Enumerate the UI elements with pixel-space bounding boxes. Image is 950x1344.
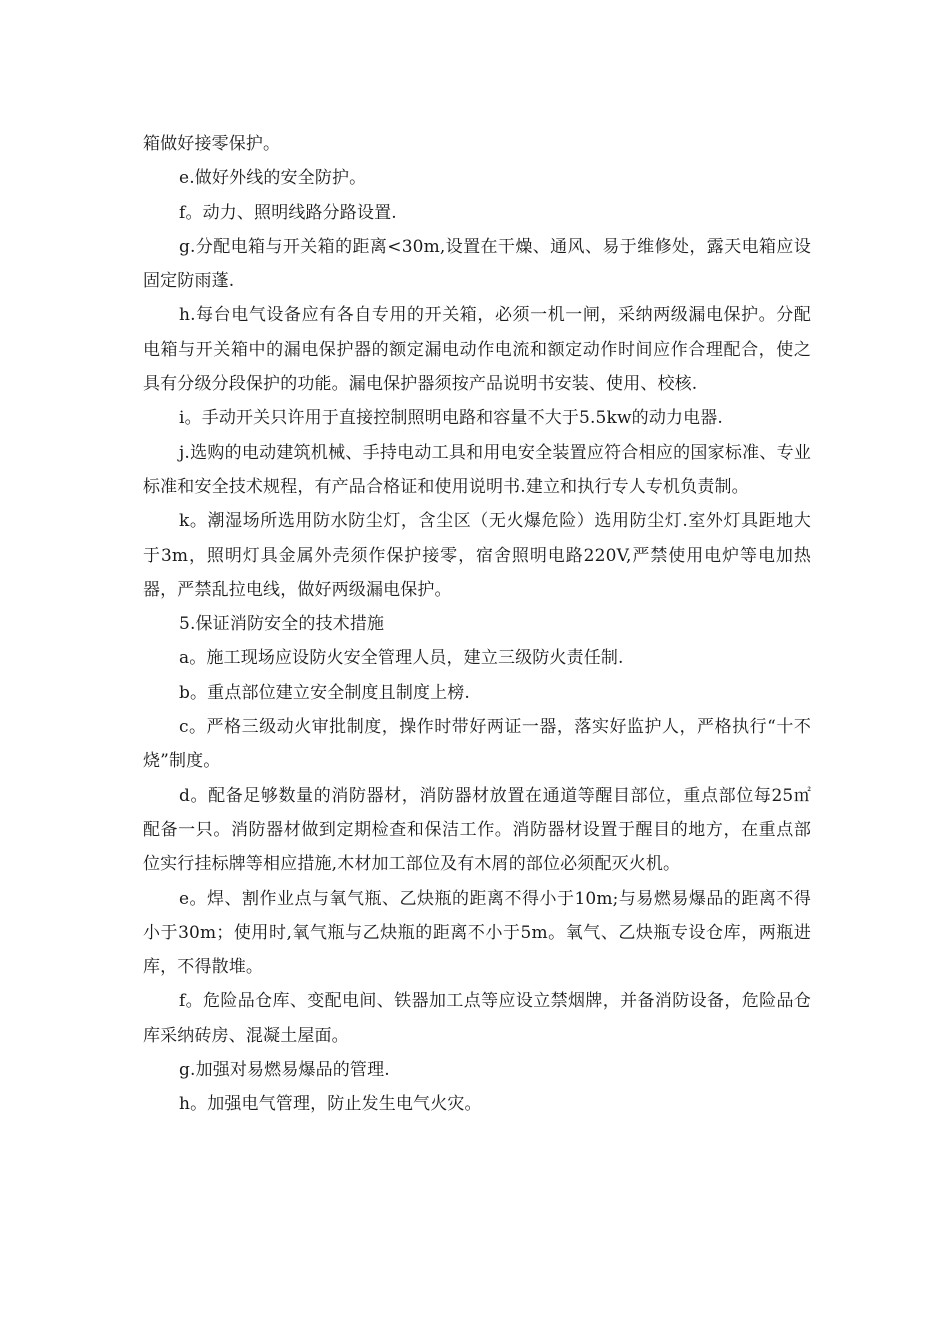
paragraph-g-distribution-box: g.分配电箱与开关箱的距离<30m,设置在干燥、通风、易于维修处，露天电箱应设固定防雨蓬. bbox=[143, 236, 811, 292]
paragraph-j-equipment-purchase: j.选购的电动建筑机械、手持电动工具和用电安全装置应符合相应的国家标准、专业标准和安全技术规程，有产品合格证和使用说明书.建立和执行专人专机负责制。 bbox=[143, 442, 811, 497]
paragraph-b-key-areas: b。重点部位建立安全制度且制度上榜. bbox=[179, 682, 470, 703]
paragraph-k-lighting: k。潮湿场所选用防水防尘灯，含尘区（无火爆危险）选用防尘灯.室外灯具距地大于3m，照明灯具金属外壳须作保护接零，宿舍照明电路220V,严禁使用电炉等电加热器，严禁乱拉电线，做好两级漏电保护。 bbox=[143, 511, 811, 600]
paragraph-continuation: 箱做好接零保护。 bbox=[143, 134, 281, 154]
paragraph-e-welding-distance: e。焊、割作业点与氧气瓶、乙炔瓶的距离不得小于10m;与易燃易爆品的距离不得小于30m；使用时,氧气瓶与乙炔瓶的距离不小于5m。氧气、乙炔瓶专设仓库，两瓶进库，不得散堆。 bbox=[143, 888, 811, 978]
paragraph-g-flammables: g.加强对易燃易爆品的管理. bbox=[179, 1060, 390, 1081]
paragraph-h-switch-box: h.每台电气设备应有各自专用的开关箱，必须一机一闸，采纳两级漏电保护。分配电箱与开关箱中的漏电保护器的额定漏电动作电流和额定动作时间应作合理配合，使之具有分级分段保护的功能。漏电保护器须按产品说明书安装、使用、校核. bbox=[143, 305, 811, 395]
paragraph-e-external-lines: e.做好外线的安全防护。 bbox=[179, 168, 367, 189]
paragraph-d-fire-equipment: d。配备足够数量的消防器材，消防器材放置在通道等醒目部位，重点部位每25㎡配备一只。消防器材做到定期检查和保洁工作。消防器材设置于醒目的地方，在重点部位实行挂标牌等相应措施,木材加工部位及有木屑的部位必须配灭火机。 bbox=[143, 785, 811, 875]
paragraph-f-circuit-separation: f。动力、照明线路分路设置. bbox=[179, 202, 397, 223]
paragraph-c-hot-work: c。严格三级动火审批制度，操作时带好两证一器，落实好监护人，严格执行“十不烧”制度。 bbox=[143, 717, 811, 772]
paragraph-a-fire-manager: a。施工现场应设防火安全管理人员，建立三级防火责任制. bbox=[179, 648, 624, 669]
paragraph-f-hazard-warehouse: f。危险品仓库、变配电间、铁器加工点等应设立禁烟牌，并备消防设备，危险品仓库采纳砖房、混凝土屋面。 bbox=[143, 991, 811, 1046]
document-body bbox=[143, 127, 811, 1122]
paragraph-h-electrical-fire: h。加强电气管理，防止发生电气火灾。 bbox=[179, 1094, 482, 1115]
section-heading-fire-safety: 5.保证消防安全的技术措施 bbox=[179, 614, 385, 635]
paragraph-i-manual-switch: i。手动开关只许用于直接控制照明电路和容量不大于5.5kw的动力电器. bbox=[179, 408, 723, 429]
